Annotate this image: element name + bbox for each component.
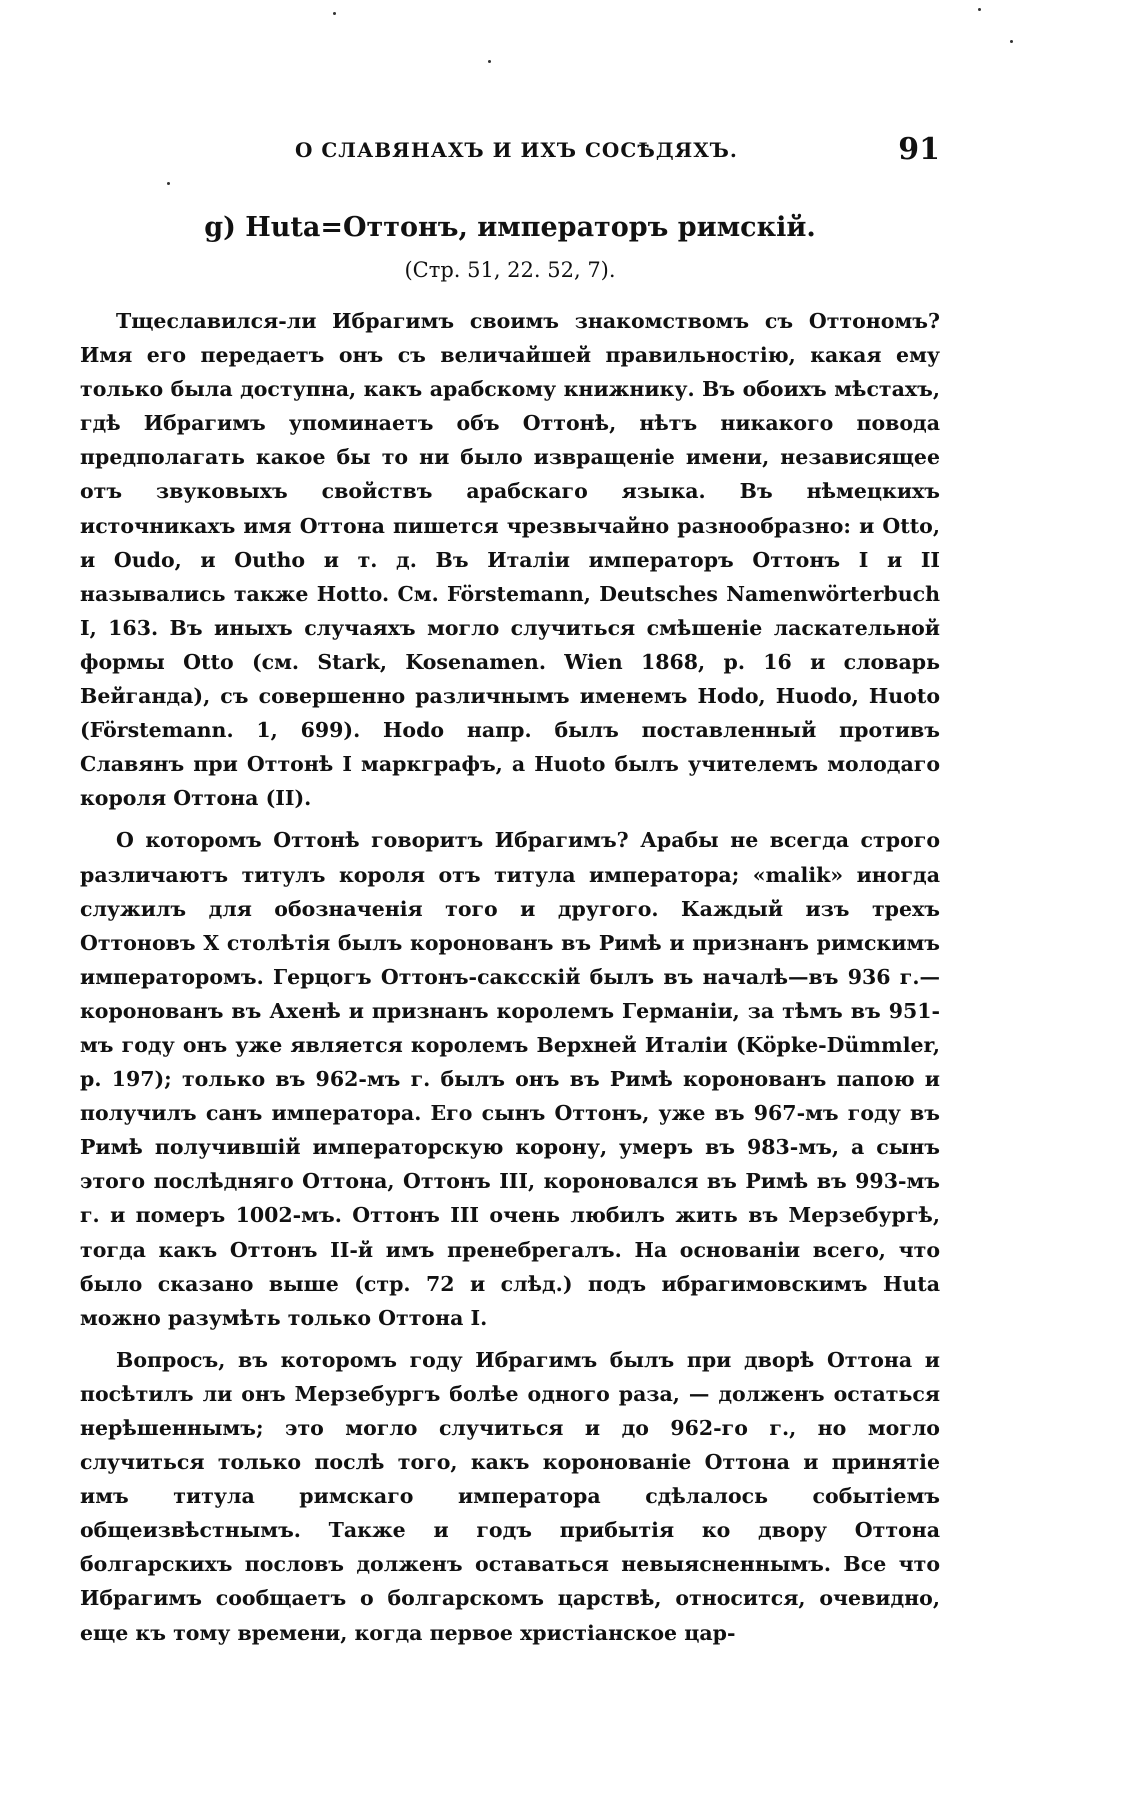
paragraph: Тщеславился-ли Ибрагимъ своимъ знакомствомъ съ Оттономъ? Имя его передаетъ онъ съ величайшей правильностію, какая ему только была доступна, какъ арабскому книжнику. Въ обоихъ мѣстахъ, гдѣ Ибрагимъ упоминаетъ объ Оттонѣ, нѣтъ никакого повода предполагать какое бы то ни было извращеніе имени, независящее отъ звуковыхъ свойствъ арабскаго языка. Въ нѣмецкихъ источникахъ имя Оттона пишется чрезвычайно разнообразно: и Otto, и Oudo, и Outho и т. д. Въ Италіи императоръ Оттонъ I и II назывались также Hotto. См. Förstemann, Deutsches Namenwörterbuch I, 163. Въ иныхъ случаяхъ могло случиться смѣшеніе ласкательной формы Otto (см. Stark, Kosenamen. Wien 1868, p. 16 и словарь Вейганда), съ совершенно различнымъ именемъ Hodo, Huodo, Huoto (Förstemann. 1, 699). Hodo напр. былъ поставленный противъ Славянъ при Оттонѣ I маркграфъ, а Huoto былъ учителемъ молодаго короля Оттона (II). xyxy=(80,309,940,811)
paragraph: Вопросъ, въ которомъ году Ибрагимъ былъ при дворѣ Оттона и посѣтилъ ли онъ Мерзебургъ болѣе одного раза, — долженъ остаться нерѣшеннымъ; это могло случиться и до 962-го г., но могло случиться только послѣ того, какъ коронованіе Оттона и принятіе имъ титула римскаго императора сдѣлалось событіемъ общеизвѣстнымъ. Также и годъ прибытія ко двору Оттона болгарскихъ пословъ долженъ оставаться невыясненнымъ. Все что Ибрагимъ сообщаетъ о болгарскомъ царствѣ, относится, очевидно, еще къ тому времени, когда первое христіанское цар- xyxy=(80,1347,940,1645)
print-speck xyxy=(488,60,491,63)
print-speck xyxy=(333,12,336,15)
page-number: 91 xyxy=(898,132,940,167)
page-header xyxy=(80,132,940,172)
print-speck xyxy=(978,8,981,11)
section-reference: (Стр. 51, 22. 52, 7). xyxy=(404,258,616,282)
print-speck xyxy=(167,182,170,185)
section-heading: g) Huta=Оттонъ, императоръ римскій. xyxy=(204,212,816,243)
paragraph: О которомъ Оттонѣ говоритъ Ибрагимъ? Арабы не всегда строго различаютъ титулъ короля отъ титула императора; «malik» иногда служилъ для обозначенія того и другого. Каждый изъ трехъ Оттоновъ X столѣтія былъ коронованъ въ Римѣ и признанъ римскимъ императоромъ. Герцогъ Оттонъ-саксскій былъ въ началѣ—въ 936 г.— коронованъ въ Ахенѣ и признанъ королемъ Германіи, за тѣмъ въ 951-мъ году онъ уже является королемъ Верхней Италіи (Köpke-Dümmler, p. 197); только въ 962-мъ г. былъ онъ въ Римѣ коронованъ папою и получилъ санъ императора. Его сынъ Оттонъ, уже въ 967-мъ году въ Римѣ получившій императорскую корону, умеръ въ 983-мъ, а сынъ этого послѣдняго Оттона, Оттонъ III, короновался въ Римѣ въ 993-мъ г. и померъ 1002-мъ. Оттонъ III очень любилъ жить въ Мерзебургѣ, тогда какъ Оттонъ II-й имъ пренебрегалъ. На основаніи всего, что было сказано выше (стр. 72 и слѣд.) подъ ибрагимовскимъ Huta можно разумѣть только Оттона I. xyxy=(80,828,940,1330)
running-title: О СЛАВЯНАХЪ И ИХЪ СОСѢДЯХЪ. xyxy=(295,138,738,162)
print-speck xyxy=(1010,40,1013,43)
body-text xyxy=(80,304,940,1650)
